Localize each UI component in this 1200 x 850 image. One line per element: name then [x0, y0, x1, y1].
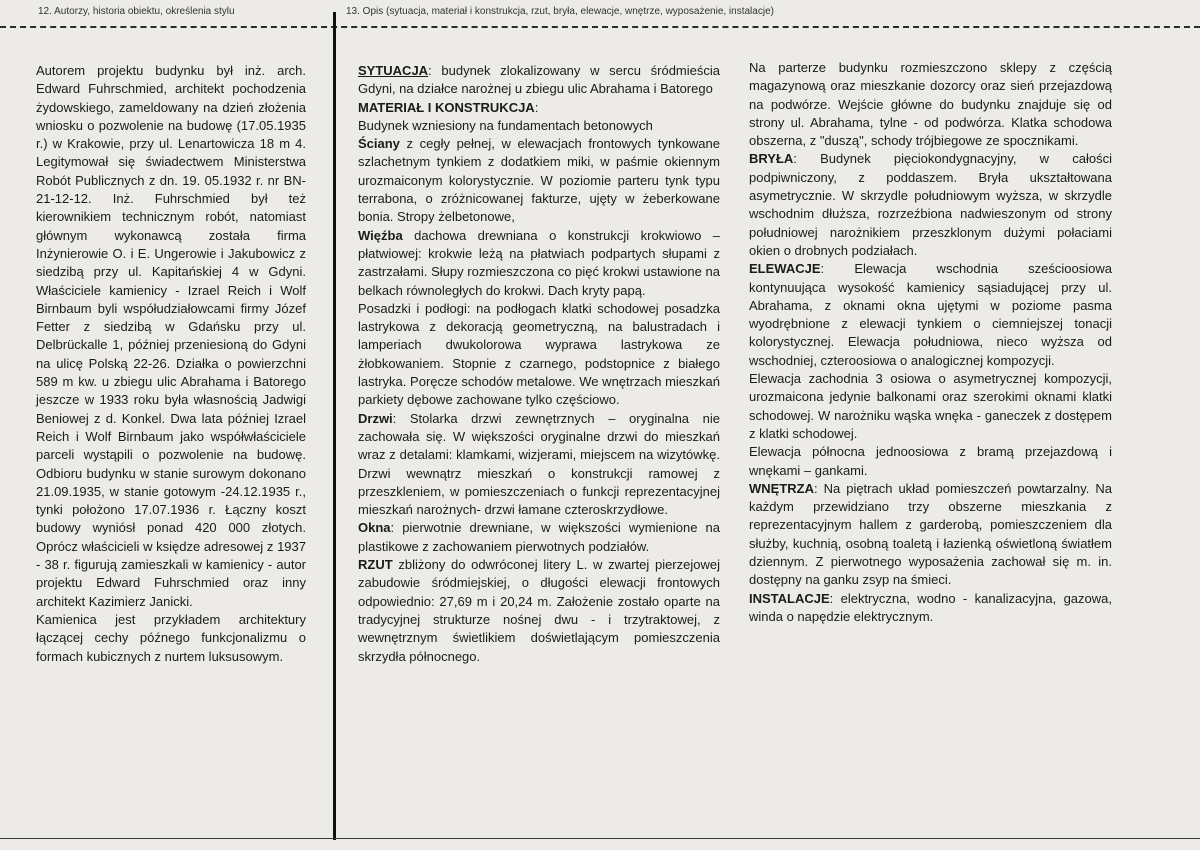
material-text: : [534, 99, 539, 115]
instalacje-label: INSTALACJE [749, 590, 830, 606]
budynek-paragraph: Budynek wzniesiony na fundamentach betonowych [358, 117, 653, 133]
sciany-label: Ściany [358, 136, 400, 152]
description-column-1 [358, 62, 720, 666]
description-column-2 [749, 59, 1112, 626]
polnocna-paragraph: Elewacja północna jednoosiowa z bramą przejazdową i wnękami – gankami. [749, 444, 1112, 478]
sytuacja-paragraph [358, 62, 720, 99]
posadzki-paragraph: Posadzki i podłogi: na podłogach klatki schodowej posadzka lastrykowa z dekoracją geometryczną, na balustradach i lamperiach dwukolorowa wyprawa lastrykowa ze żłobkowaniem. Stopnie z czarnego, podstopnice z białego lastryka. Poręcze schodów metalowe. We wnętrzach mieszkań parkiety dębowe zachowane tylko częściowo. [358, 300, 720, 408]
drzwi-label: Drzwi [358, 410, 393, 426]
elewacje-text: : Elewacja wschodnia sześcioosiowa kontynuująca wysokość kamienicy sąsiadującej przy ul. Abrahama, z oknami okna ujętymi w poziome pasma wyodrębnione z elewacji tynkiem o ciemniejszej tonacji kolorystycznej. Elewacja południowa, nieco wyższa od wschodniej, czteroosiowa o analogicznej kompozycji. [749, 261, 1112, 368]
column-divider [333, 12, 336, 840]
bryla-label: BRYŁA [749, 151, 794, 167]
wnetrza-text: : Na piętrach układ pomieszczeń powtarzalny. Na każdym przewidziano trzy obszerne mieszkania z reprezentacyjnym hallem z garderobą, pomieszczeniem dla służby, kuchnią, osobną toaletą i łazienką oświetloną światłem dziennym. Z pierwotnego wyposażenia zachował się m. in. dostępny na ganku zsyp na śmieci. [749, 480, 1112, 588]
drzwi-text: : Stolarka drzwi zewnętrznych – oryginalna nie zachowała się. W większości oryginalne drzwi do mieszkań wraz z detalami: klamkami, wizjerami, miejscem na wizytówkę. Drzwi wewnątrz mieszkań o konstrukcji ramowej z przeszkleniem, w pomieszczeniach o funkcji reprezentacyjnej mieszkań narożnych- drzwi łamane czteroskrzydłowe. [358, 410, 720, 518]
okna-text: : pierwotnie drewniane, w większości wymienione na plastikowe z zachowaniem pierwotnych podziałów. [358, 520, 720, 554]
sytuacja-text: : budynek zlokalizowany w sercu śródmieścia Gdyni, na działce narożnej u zbiegu ulic Abrahama i Batorego [358, 63, 720, 97]
instalacje-text: : elektryczna, wodno - kanalizacyjna, gazowa, winda o napędzie elektrycznym. [749, 590, 1112, 624]
sciany-paragraph [358, 135, 720, 226]
okna-label: Okna [358, 520, 391, 536]
section-12-header: 12. Autorzy, historia obiektu, określenia stylu [38, 6, 235, 17]
history-column [36, 62, 306, 666]
top-divider [0, 26, 1200, 28]
drzwi-paragraph [358, 410, 720, 520]
wnetrza-paragraph [749, 480, 1112, 590]
sytuacja-label: SYTUACJA [358, 63, 429, 78]
sciany-text: z cegły pełnej, w elewacjach frontowych tynkowane szlachetnym tynkiem z dodatkiem miki, w paśmie okiennym urozmaiconym kolorystycznie. W poziomie parteru tynk typu terrabona, o zróżnicowanej fakturze, ujęty w żeberkowane bonia. Stropy żelbetonowe, [358, 136, 720, 225]
section-13-header: 13. Opis (sytuacja, materiał i konstrukcja, rzut, bryła, elewacje, wnętrze, wyposażenie, instalacje) [346, 6, 774, 17]
wiezba-text: dachowa drewniana o konstrukcji krokwiowo – płatwiowej: krokwie leżą na płatwiach podpartych słupami z zastrzałami. Słupy rozmieszczona co pięć krokwi ustawione na belkach równoległych do krokwi. Dach kryty papą. [358, 227, 720, 298]
wiezba-paragraph [358, 227, 720, 300]
elewacje-paragraph [749, 260, 1112, 370]
material-heading [358, 99, 720, 117]
instalacje-paragraph [749, 590, 1112, 627]
style-paragraph: Kamienica jest przykładem architektury łączącej cechy późnego funkcjonalizmu o formach kubicznych z nurtem luksusowym. [36, 611, 306, 664]
bottom-divider [0, 838, 1200, 839]
history-paragraph: Autorem projektu budynku był inż. arch. Edward Fuhrschmied, architekt pochodzenia żydowskiego, zameldowany na dzień złożenia wniosku o pozwolenie na budowę (17.05.1935 r.) w Krakowie, przy ul. Lenartowicza 18 m 4. Legitymował się świadectwem Ministerstwa Robót Publicznych z dn. 19. 05.1932 r. nr BN-21-12-12. Inż. Fuhrschmied był też kierownikiem technicznym robót, natomiast głównym wykonawcą została firma Inżynierowie O. i E. Ungerowie i Jakubowicz z siedzibą przy ul. Kapitańskiej 4 w Gdyni. Właściciele kamienicy - Izrael Reich i Wolf Birnbaum byli współudziałowcami firmy Józef Fetter z siedzibą w Gdańsku przy ul. Delbrückalle 1, później przeniesioną do Gdyni na ulicę Polską 22-26. Działka o powierzchni 589 m kw. u zbiegu ulic Abrahama i Batorego jeszcze w 1933 roku była własnością Jadwigi Beniowej z d. Konkel. Dwa lata później Izrael Reich i Wolf Birnbaum jako współwłaściciele parceli wystąpili o pozwolenie na budowę. Odbioru budynku w stanie surowym dokonano 21.09.1935, w stanie gotowym -24.12.1935 r., tynki położono 17.07.1936 r. Łączny koszt budowy wyniósł ponad 420 000 złotych. Oprócz właścicieli w księdze adresowej z 1937 - 38 r. figurują zamieszkali w kamienicy - autor projektu Edward Fuhrschmied oraz inny architekt Kazimierz Janicki. [36, 63, 306, 609]
material-label: MATERIAŁ I KONSTRUKCJA [358, 99, 535, 115]
okna-paragraph [358, 519, 720, 556]
rzut-text: zbliżony do odwróconej litery L. w zwartej pierzejowej zabudowie śródmiejskiej, o długości elewacji frontowych odpowiednio: 27,69 m i 20,24 m. Założenie zostało oparte na tradycyjnej strukturze nośnej dwu - i trzytraktowej, z wewnętrznym świetlikiem doświetlającym pomieszczenia skrzydła północnego. [358, 557, 720, 664]
rzut-label: RZUT [358, 557, 393, 573]
rzut-paragraph [358, 556, 720, 666]
elewacje-label: ELEWACJE [749, 261, 821, 277]
wnetrza-label: WNĘTRZA [749, 480, 814, 496]
parter-paragraph: Na parterze budynku rozmieszczono sklepy z częścią magazynową oraz mieszkanie dozorcy oraz sień przejazdową na podwórze. Wejście główne do budynku znajduje się od strony ul. Abrahama, tylne - od podwórza. Klatka schodowa obszerna, z "duszą", schody trójbiegowe ze spocznikami. [749, 60, 1112, 149]
wiezba-label: Więźba [358, 227, 403, 243]
zachodnia-paragraph: Elewacja zachodnia 3 osiowa o asymetrycznej kompozycji, urozmaicona jedynie balkonami oraz szerokimi oknami klatki schodowej. W narożniku wąska wnęka - ganeczek z dostępem z klatki schodowej. [749, 371, 1112, 441]
bryla-text: : Budynek pięciokondygnacyjny, w całości podpiwniczony, z poddaszem. Bryła ukształtowana asymetrycznie. W skrzydle południowym wyższa, w skrzydle wschodnim dłuższa, rozrzeźbiona nadwieszonym od strony południowej narożnikiem przeszklonym dużymi połaciami okien o drobnych podziałach. [749, 151, 1112, 258]
bryla-paragraph [749, 150, 1112, 260]
